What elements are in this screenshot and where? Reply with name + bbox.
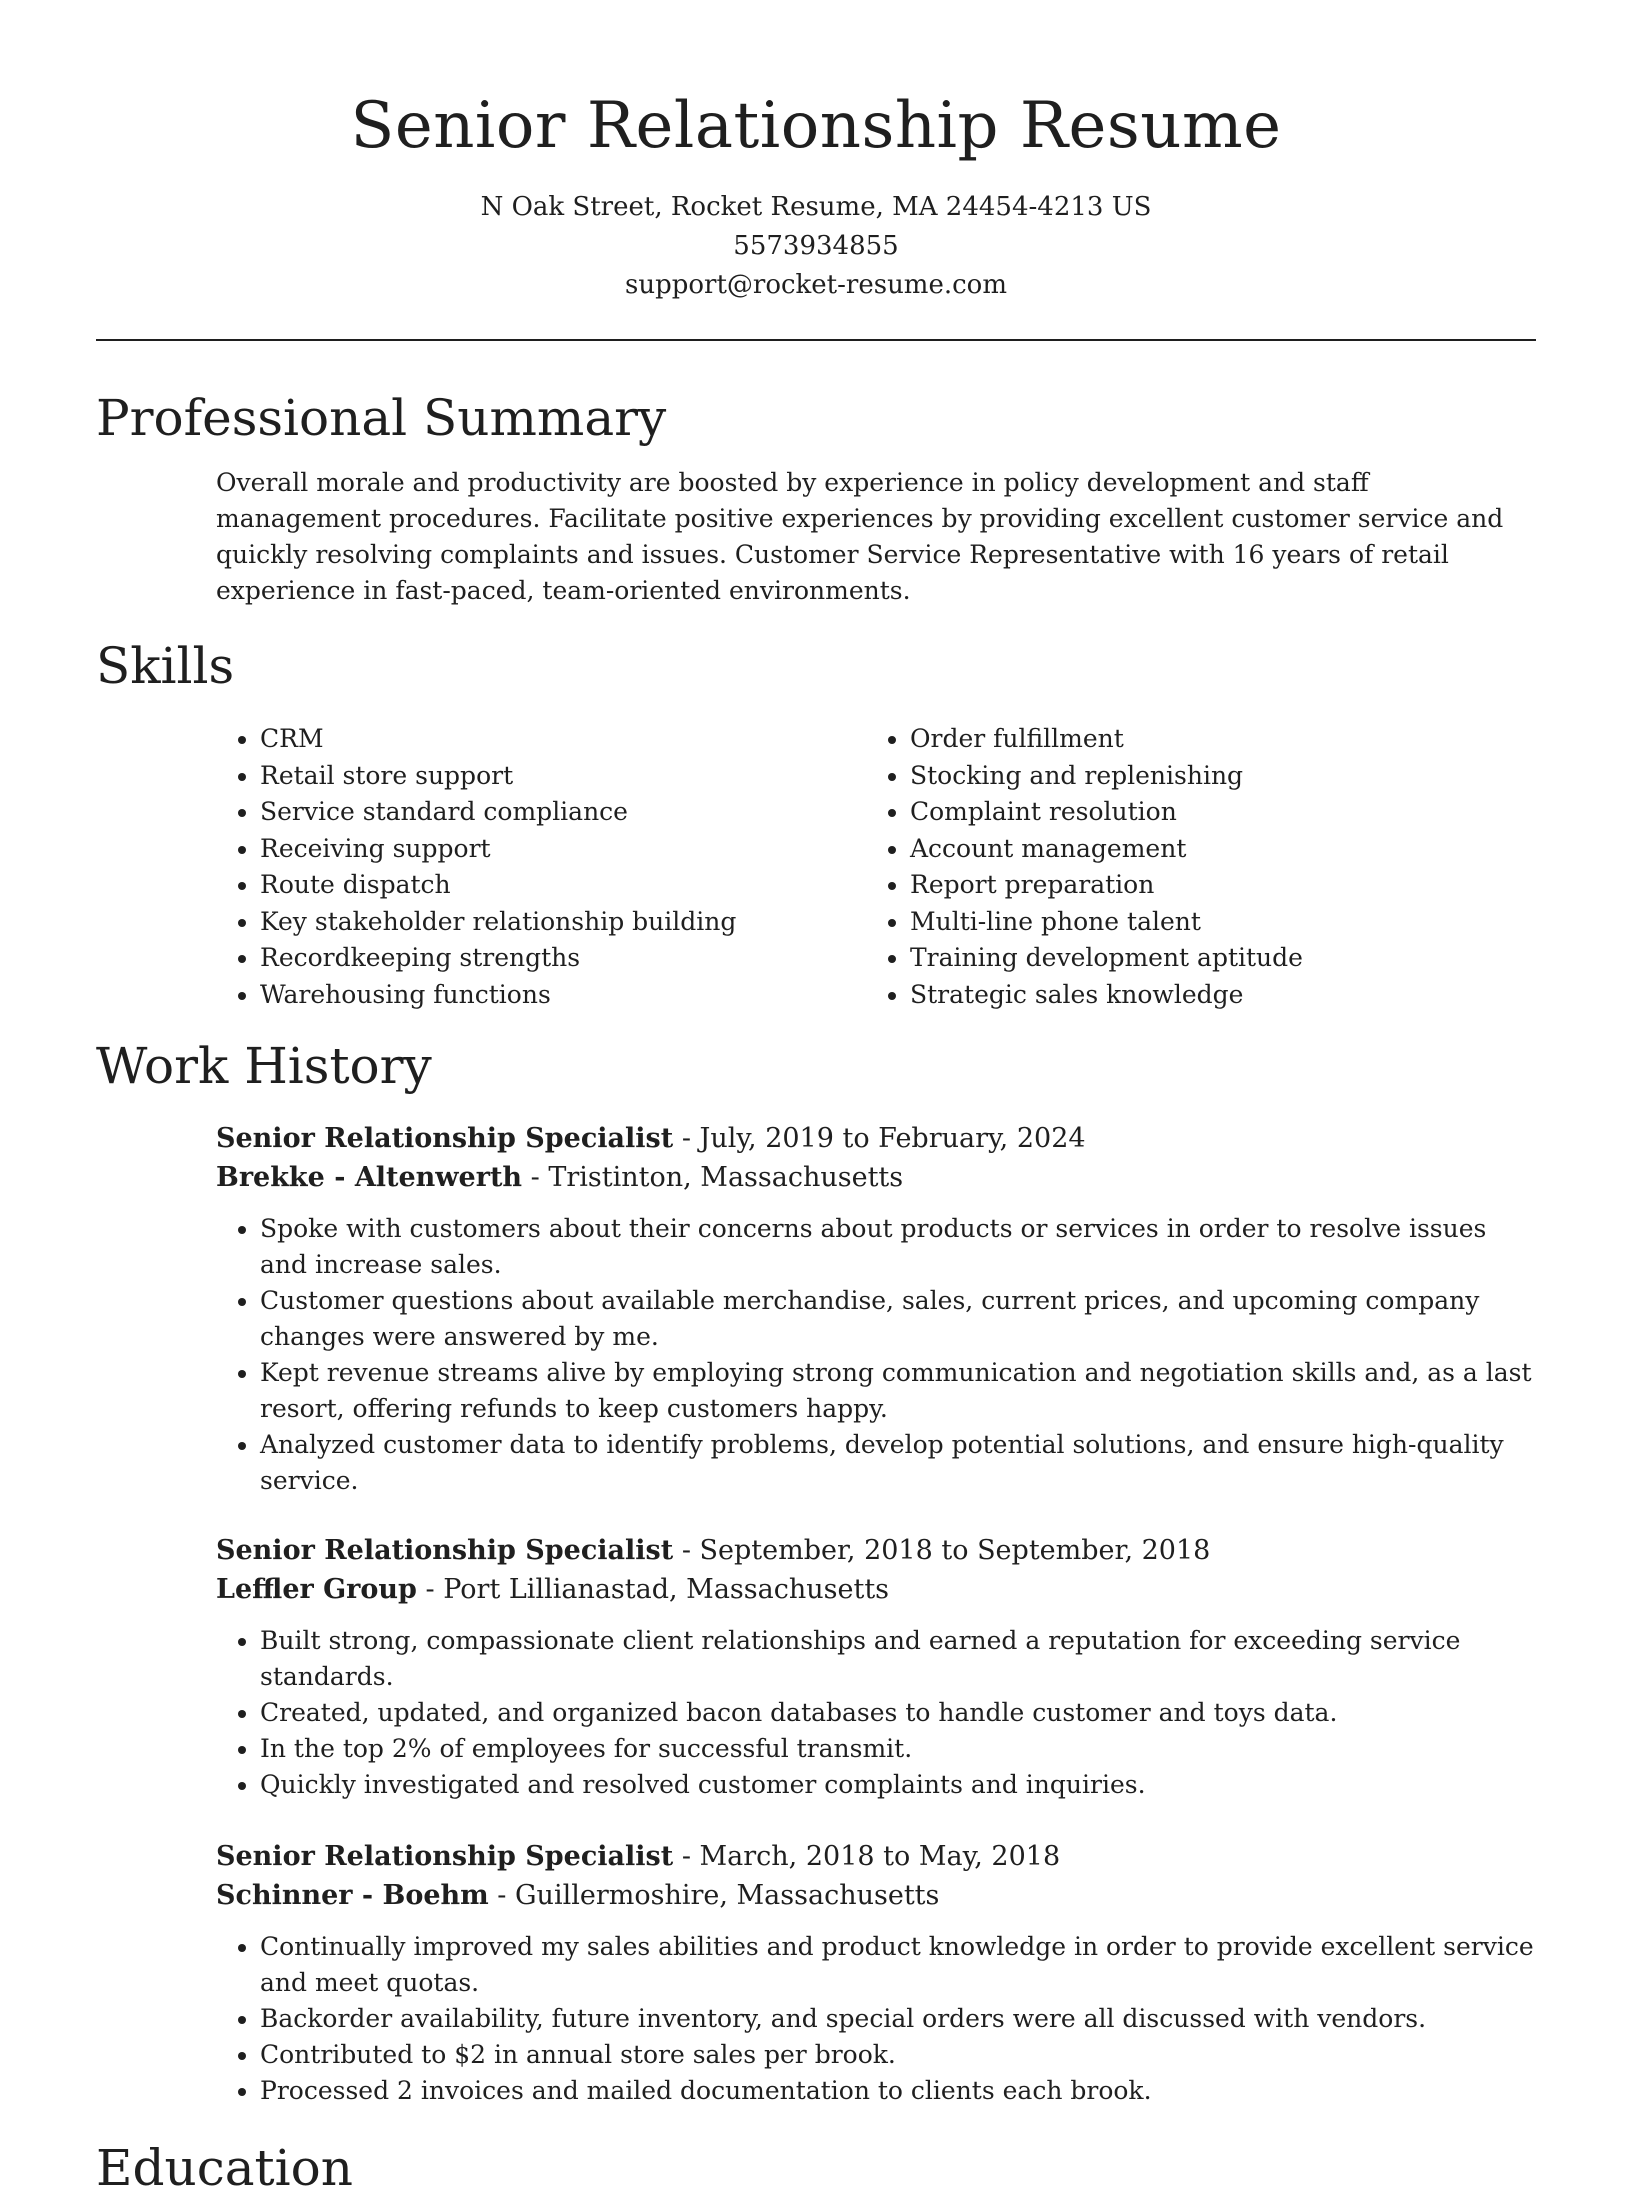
job-company: Leffler Group [216,1574,417,1605]
job-entry [216,1531,1536,1803]
job-bullet: • Kept revenue streams alive by employing strong communication and negotiation skills and, as a last resort, offering refunds to keep customers happy. [260,1355,1536,1427]
skills-list-right [866,721,1510,1013]
job-company: Brekke - Altenwerth [216,1162,523,1193]
job-dates: - July, 2019 to February, 2024 [673,1123,1086,1154]
job-bullets [216,1623,1536,1803]
job-bullets [216,1211,1536,1499]
job-title-line [216,1837,1536,1876]
job-bullet: • Built strong, compassionate client relationships and earned a reputation for exceeding service standards. [260,1623,1536,1695]
job-role: Senior Relationship Specialist [216,1123,674,1154]
job-bullet: • Customer questions about available merchandise, sales, current prices, and upcoming company changes were answered by me. [260,1283,1536,1355]
job-company-line [216,1158,1536,1197]
job-title-line [216,1119,1536,1158]
skill-item: • Service standard compliance [260,794,866,831]
skill-item: • Complaint resolution [910,794,1510,831]
job-role: Senior Relationship Specialist [216,1841,674,1872]
job-bullet: • Analyzed customer data to identify problems, develop potential solutions, and ensure high-quality service. [260,1427,1536,1499]
skill-item: • Key stakeholder relationship building [260,904,866,941]
resume-header [96,0,1536,305]
job-company: Schinner - Boehm [216,1880,489,1911]
job-company-line [216,1876,1536,1915]
job-bullet: • Spoke with customers about their concerns about products or services in order to resolve issues and increase sales. [260,1211,1536,1283]
job-bullet: • Created, updated, and organized bacon databases to handle customer and toys data. [260,1695,1536,1731]
skill-item: • Order fulfillment [910,721,1510,758]
job-bullets [216,1929,1536,2109]
job-dates: - March, 2018 to May, 2018 [673,1841,1061,1872]
summary-heading: Professional Summary [96,389,667,447]
job-role: Senior Relationship Specialist [216,1535,674,1566]
job-entry [216,1837,1536,2109]
skill-item: • Retail store support [260,758,866,795]
job-bullet: • Backorder availability, future inventory, and special orders were all discussed with vendors. [260,2001,1536,2037]
job-entry [216,1119,1536,1499]
work-history-heading: Work History [96,1037,432,1095]
job-company-line [216,1570,1536,1609]
skill-item: • Report preparation [910,867,1510,904]
job-location: - Port Lillianastad, Massachusetts [416,1574,890,1605]
address: N Oak Street, Rocket Resume, MA 24454-4213 US [480,192,1152,222]
skill-item: • Warehousing functions [260,977,866,1014]
resume-title: Senior Relationship Resume [350,89,1282,163]
skill-item: • Stocking and replenishing [910,758,1510,795]
email-address: support@rocket-resume.com [624,270,1007,300]
job-bullet: • In the top 2% of employees for successful transmit. [260,1731,1536,1767]
skill-item: • Account management [910,831,1510,868]
skill-item: • CRM [260,721,866,758]
job-location: - Tristinton, Massachusetts [522,1162,904,1193]
skill-item: • Recordkeeping strengths [260,940,866,977]
job-bullet: • Processed 2 invoices and mailed documentation to clients each brook. [260,2073,1536,2109]
job-title-line [216,1531,1536,1570]
skills-list-left [216,721,866,1013]
job-bullet: • Quickly investigated and resolved customer complaints and inquiries. [260,1767,1536,1803]
resume-page [96,0,1536,2201]
contact-info [96,188,1536,305]
header-divider [96,339,1536,341]
skills-heading: Skills [96,637,235,695]
job-bullet: • Contributed to $2 in annual store sales per brook. [260,2037,1536,2073]
skills-columns [96,721,1536,1013]
education-heading: Education [96,2139,353,2197]
summary-text: Overall morale and productivity are boosted by experience in policy development and staff management procedures. Facilitate positive experiences by providing excellent customer service and quickly resolving complaints and issues. Customer Service Representative with 16 years of retail experience in fast-paced, team-oriented environments. [216,468,1504,605]
skill-item: • Strategic sales knowledge [910,977,1510,1014]
job-bullet: • Continually improved my sales abilities and product knowledge in order to provide excellent service and meet quotas. [260,1929,1536,2001]
skill-item: • Route dispatch [260,867,866,904]
job-location: - Guillermoshire, Massachusetts [488,1880,940,1911]
job-dates: - September, 2018 to September, 2018 [673,1535,1211,1566]
skill-item: • Training development aptitude [910,940,1510,977]
skill-item: • Multi-line phone talent [910,904,1510,941]
phone-number: 5573934855 [733,231,899,261]
skill-item: • Receiving support [260,831,866,868]
